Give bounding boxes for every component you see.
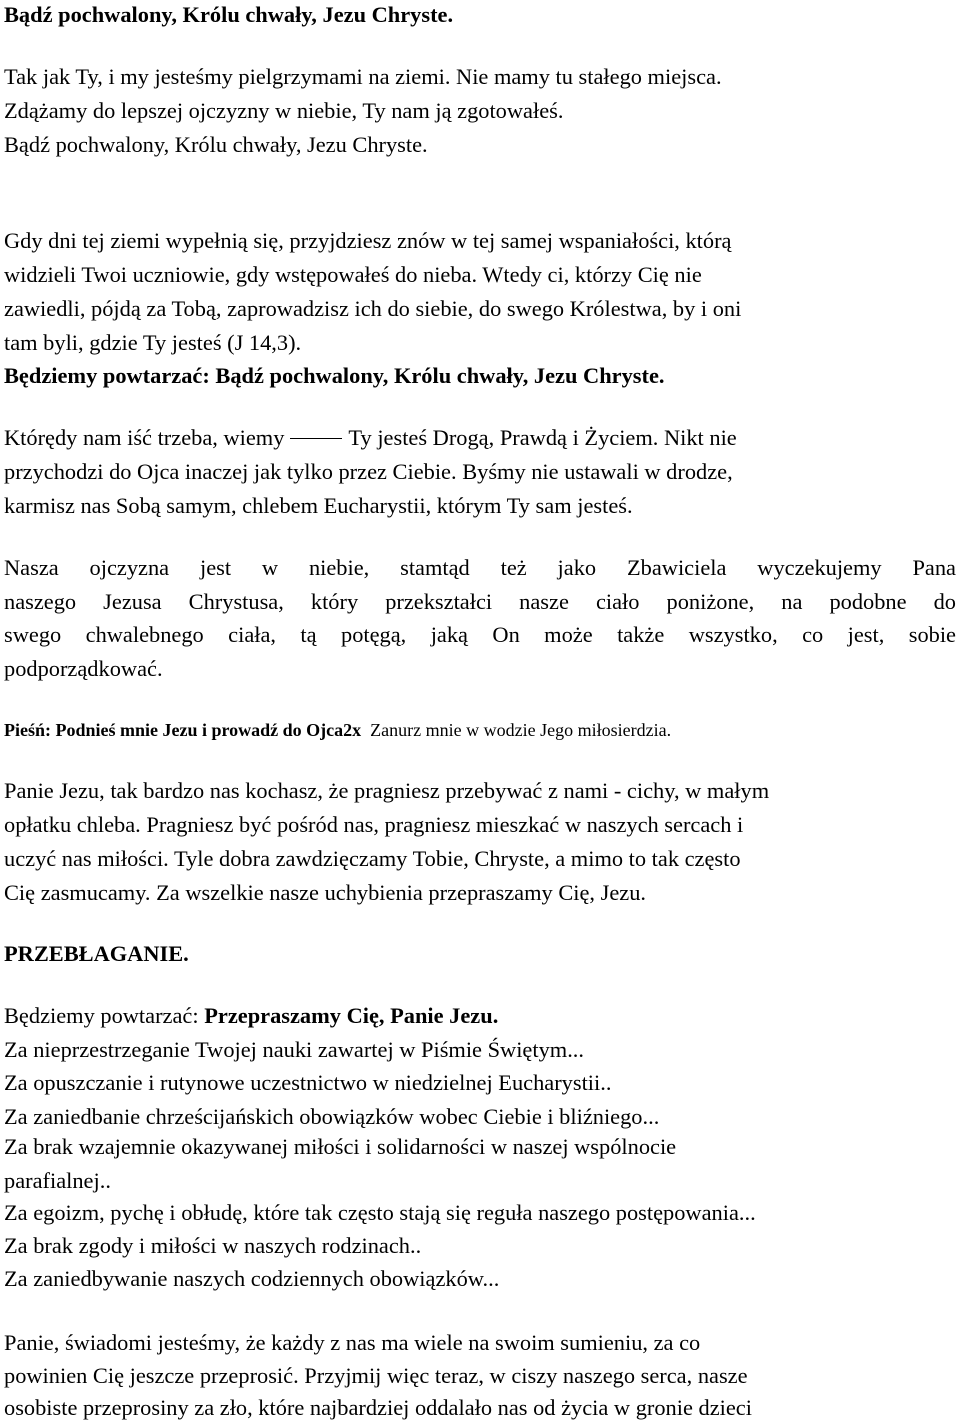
text-segment: Ty jesteś Drogą, Prawdą i Życiem. Nikt nie xyxy=(348,425,737,450)
text-line: tam byli, gdzie Ty jesteś (J 14,3). xyxy=(4,330,302,355)
text-line: powinien Cię jeszcze przeprosić. Przyjmij więc teraz, w ciszy naszego serca, nasze xyxy=(4,1363,748,1388)
text-line: osobiste przeprosiny za zło, które najbardziej oddalało nas od życia w gronie dzieci xyxy=(4,1395,752,1420)
refrain-instruction: Będziemy powtarzać: Bądź pochwalony, Królu chwały, Jezu Chryste. xyxy=(4,363,665,388)
text-line: Gdy dni tej ziemi wypełnią się, przyjdziesz znów w tej samej wspaniałości, którą xyxy=(4,228,732,253)
text-line: przychodzi do Ojca inaczej jak tylko przez Ciebie. Byśmy nie ustawali w drodze, xyxy=(4,459,733,484)
song-lyrics: Zanurz mnie w wodzie Jego miłosierdzia. xyxy=(370,720,672,740)
song-line xyxy=(4,717,671,743)
text-line: Tak jak Ty, i my jesteśmy pielgrzymami na ziemi. Nie mamy tu stałego miejsca. xyxy=(4,64,722,89)
litany-item: Za brak wzajemnie okazywanej miłości i solidarności w naszej wspólnocie xyxy=(4,1134,677,1159)
text-line: swego chwalebnego ciała, tą potęgą, jaką On może także wszystko, co jest, sobie xyxy=(4,622,956,647)
text-line xyxy=(4,425,737,451)
section-heading: PRZEBŁAGANIE. xyxy=(4,941,189,966)
refrain-line: Bądź pochwalony, Królu chwały, Jezu Chryste. xyxy=(4,132,428,157)
text-line: karmisz nas Sobą samym, chlebem Eucharystii, którym Ty sam jesteś. xyxy=(4,493,633,518)
text-line: Panie Jezu, tak bardzo nas kochasz, że pragniesz przebywać z nami - cichy, w małym xyxy=(4,778,770,803)
litany-intro xyxy=(4,1003,498,1029)
song-title: Pieśń: Podnieś mnie Jezu i prowadź do Ojca2x xyxy=(4,720,362,740)
text-line: opłatku chleba. Pragniesz być pośród nas, pragniesz mieszkać w naszych sercach i xyxy=(4,812,744,837)
litany-intro-label: Będziemy powtarzać: xyxy=(4,1003,199,1028)
litany-item: parafialnej.. xyxy=(4,1168,111,1193)
litany-item: Za zaniedbywanie naszych codziennych obowiązków... xyxy=(4,1266,500,1291)
litany-item: Za brak zgody i miłości w naszych rodzinach.. xyxy=(4,1233,422,1258)
litany-item: Za opuszczanie i rutynowe uczestnictwo w niedzielnej Eucharystii.. xyxy=(4,1070,612,1095)
text-line: Panie, świadomi jesteśmy, że każdy z nas ma wiele na swoim sumieniu, za co xyxy=(4,1330,701,1355)
text-line: uczyć nas miłości. Tyle dobra zawdzięczamy Tobie, Chryste, a mimo to tak często xyxy=(4,846,741,871)
litany-response: Przepraszamy Cię, Panie Jezu. xyxy=(204,1003,499,1028)
text-line: Nasza ojczyzna jest w niebie, stamtąd też jako Zbawiciela wyczekujemy Pana xyxy=(4,555,956,580)
text-segment: Którędy nam iść trzeba, wiemy xyxy=(4,425,285,450)
text-line: zawiedli, pójdą za Tobą, zaprowadzisz ich do siebie, do swego Królestwa, by i oni xyxy=(4,296,742,321)
litany-item: Za egoizm, pychę i obłudę, które tak często stają się reguła naszego postępowania... xyxy=(4,1200,756,1225)
text-line: naszego Jezusa Chrystusa, który przekształci nasze ciało poniżone, na podobne do xyxy=(4,589,956,614)
refrain-line: Bądź pochwalony, Królu chwały, Jezu Chryste. xyxy=(4,2,454,27)
text-line: widzieli Twoi uczniowie, gdy wstępowałeś do nieba. Wtedy ci, którzy Cię nie xyxy=(4,262,702,287)
litany-item: Za nieprzestrzeganie Twojej nauki zawartej w Piśmie Świętym... xyxy=(4,1037,584,1062)
litany-item: Za zaniedbanie chrześcijańskich obowiązków wobec Ciebie i bliźniego... xyxy=(4,1104,660,1129)
em-dash xyxy=(290,438,342,439)
text-line: Zdążamy do lepszej ojczyzny w niebie, Ty nam ją zgotowałeś. xyxy=(4,98,564,123)
text-line: podporządkować. xyxy=(4,656,163,681)
text-line: Cię zasmucamy. Za wszelkie nasze uchybienia przepraszamy Cię, Jezu. xyxy=(4,880,647,905)
